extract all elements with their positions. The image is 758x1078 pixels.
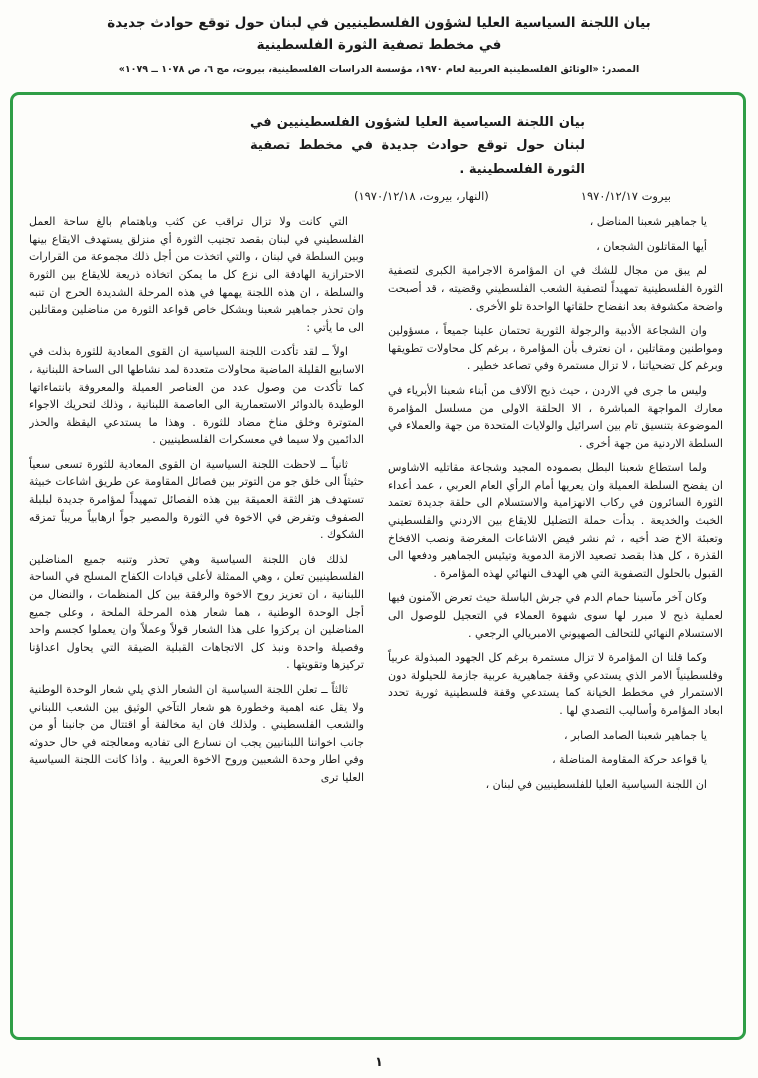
dateline-newspaper: (النهار، بيروت، ١٩٧٠/١٢/١٨): [353, 189, 489, 204]
column-right: [388, 213, 723, 1029]
paragraph: ولما استطاع شعبنا البطل بصموده المجيد وشجاعة مقاتليه الاشاوس ان يفضح السلطة العميلة وان يعريها أمام الرأي العام العربي ، عمد أعداء الثورة السائرون في ركاب الانهزامية والاستسلام الى حلقة جديدة تعتمد الخبث والخديعة . بدأت حملة التضليل للايقاع بين الاردني والفلسطيني وتعبئة الاخ ضد أخيه ، ثم نشر فيض الاشاعات المغرضة ونصب الافخاخ القذرة ، كل هذا بقصد تصعيد الازمة الدموية وتيئيس الجماهير ودفعها الى القبول بالحلول التصفوية التي هي الهدف النهائي لهذه المؤامرة .: [388, 461, 723, 580]
paragraph: ثالثاً ــ تعلن اللجنة السياسية ان الشعار الذي يلي شعار الوحدة الوطنية ولا يقل عنه اهمية وخطورة هو شعار التآخي الوثيق بين الشعب اللبناني والشعب الفلسطيني . ولذلك فان اية مخالفة أو اقتتال من جانبنا أو من جانب اخواننا اللبنانيين يجب ان نسارع الى تفاديه ومعالجته في حال حدوثه وفي اطار وحدة الشعبين وروح الاخوة العربية . واذا كانت اللجنة السياسية العليا ترى: [29, 683, 364, 784]
source-line: المصدر: «الوثائق الفلسطينية العربية لعام ١٩٧٠، مؤسسة الدراسات الفلسطينية، بيروت، مج ٦، ص ١٠٧٨ ــ ١٠٧٩»: [118, 63, 640, 75]
page-number: ١: [375, 1055, 383, 1070]
paragraph: ان اللجنة السياسية العليا للفلسطينيين في لبنان ،: [485, 777, 707, 791]
column-left: [29, 213, 364, 1029]
paragraph: لذلك فان اللجنة السياسية وهي تحذر وتنبه جميع المناضلين الفلسطينيين تعلن ، وهي الممثلة لأعلى قيادات الكفاح المسلح في الساحة اللبنانية ، ان تعزيز روح الاخوة والرفقة بين كل المنظمات ، والنضال من أجل الوحدة الوطنية ، هما شعار هذه المرحلة الملحة ، وعلى جميع المناضلين ان يركزوا على هذا الشعار قولاً وعملاً وان يعملوا كجسم واحد وفصيلة واحدة ونبذ كل الاتجاهات القبلية الضيقة التي يحاول اعداؤنا تركيزها وتقويتها .: [29, 552, 364, 672]
page-header: [0, 0, 758, 75]
document-title: بيان اللجنة السياسية العليا لشؤون الفلسطينيين في لبنان حول توقع حوادث جديدة في مخطط تصفية الثورة الفلسطينية .: [250, 115, 585, 177]
document-frame: [10, 92, 746, 1040]
paragraph: وليس ما جرى في الاردن ، حيث ذبح الآلاف من أبناء شعبنا الأبرياء في معارك المواجهة المباشرة ، الا الحلقة الاولى من مسلسل المؤامرة الموضوعة بتنسيق تام بين اسرائيل والولايات المتحدة من جهة والعملاء في السلطة الاردنية من جهة أخرى .: [388, 383, 723, 450]
paragraph: وان الشجاعة الأدبية والرجولة الثورية تحتمان علينا جميعاً ، مسؤولين ومواطنين ومقاتلين ، ان نعترف بأن المؤامرة ، برغم كل محاولات تطويقها وبرغم كل تضحياتنا ، لا تزال مستمرة وفي تصاعد خطير .: [388, 324, 723, 373]
header-title-line2: في مخطط تصفية الثورة الفلسطينية: [256, 37, 502, 54]
header-title-line1: بيان اللجنة السياسية العليا لشؤون الفلسطينيين في لبنان حول توقع حوادث جديدة: [107, 15, 651, 31]
paragraph: التي كانت ولا تزال تراقب عن كثب وباهتمام بالغ ساحة العمل الفلسطيني في لبنان بقصد تجنيب الثورة أي منزلق يستهدف الايقاع بينها وبين السلطة في لبنان ، والتي اتخذت من أجل ذلك مجموعة من القرارات الاحترازية الهادفة الى نزع كل ما يمكن اتخاذه ذريعة للايقاع بين الثورة والسلطة ، ان هذه اللجنة يهمها في هذه المرحلة الشديدة الحرج ان تنبه وان تحذر جماهير شعبنا وبشكل خاص قواعد الثورة من مناضلين ومقاتلين الى ما يأتي :: [29, 215, 364, 334]
paragraph: يا جماهير شعبنا الصامد الصابر ،: [563, 728, 707, 742]
paragraph: اولاً ــ لقد تأكدت اللجنة السياسية ان القوى المعادية للثورة بذلت في الاسابيع القليلة الماضية محاولات متعددة لمد نشاطها الى الساحة اللبنانية ، كما تأكدت من وصول عدد من العناصر العميلة والمعروفة بانتماءاتها الوطيدة بالدوائر الاستعمارية الى العاصمة اللبنانية ، وذلك لتحريك الاجواء المتوترة وخلق مناخ مضاد للثورة . وهذا ما يستدعي اليقظة والحذر الدائمين ولا سيما في معسكرات الفلسطينيين .: [29, 345, 364, 447]
paragraph: وكما قلنا ان المؤامرة لا تزال مستمرة برغم كل الجهود المبذولة عربياً وفلسطينياً الامر الذي يستدعي وقفة جماهيرية عربية جازمة للحيلولة دون الاستمرار في مخطط الخيانة كما يستدعي وقفة فلسطينية ثورية تحدد ابعاد المؤامرة وأساليب التصدي لها .: [388, 651, 723, 718]
paragraph: يا قواعد حركة المقاومة المناضلة ،: [552, 753, 707, 767]
paragraph: أيها المقاتلون الشجعان ،: [596, 239, 707, 253]
paragraph: يا جماهير شعبنا المناضل ،: [589, 215, 707, 229]
paragraph: ثانياً ــ لاحظت اللجنة السياسية ان القوى المعادية للثورة تسعى سعياً حثيثاً الى خلق جو من التوتر بين فصائل المقاومة عن طريق اشاعات خبيثة تستهدف هز الثقة العميقة بين هذه الفصائل تمهيداً لمؤامرة جديدة لبلبلة الصفوف وتفرض في الاخوة في الثورة والمصير جواً ارهابياً مريباً تمزقه الشكوك .: [29, 457, 364, 542]
paragraph: وكان آخر مآسينا حمام الدم في جرش الباسلة حيث تعرض الآمنون فيها لعملية ذبح لا مبرر لها سوى شهوة العملاء في التعجيل للوصول الى الاستسلام النهائي للتحالف الصهيوني الامبريالي الرجعي .: [388, 591, 723, 640]
dateline: [29, 189, 723, 203]
body-columns: [29, 213, 723, 1029]
dateline-place: بيروت ١٩٧٠/١٢/١٧: [580, 189, 671, 204]
paragraph: لم يبق من مجال للشك في ان المؤامرة الاجرامية الكبرى لتصفية الثورة الفلسطينية تمهيداً لتصفية الشعب الفلسطيني وقضيته ، قد أصبحت واضحة مكشوفة بعد انفضاح حلقاتها الواحدة تلو الأخرى .: [388, 264, 723, 313]
